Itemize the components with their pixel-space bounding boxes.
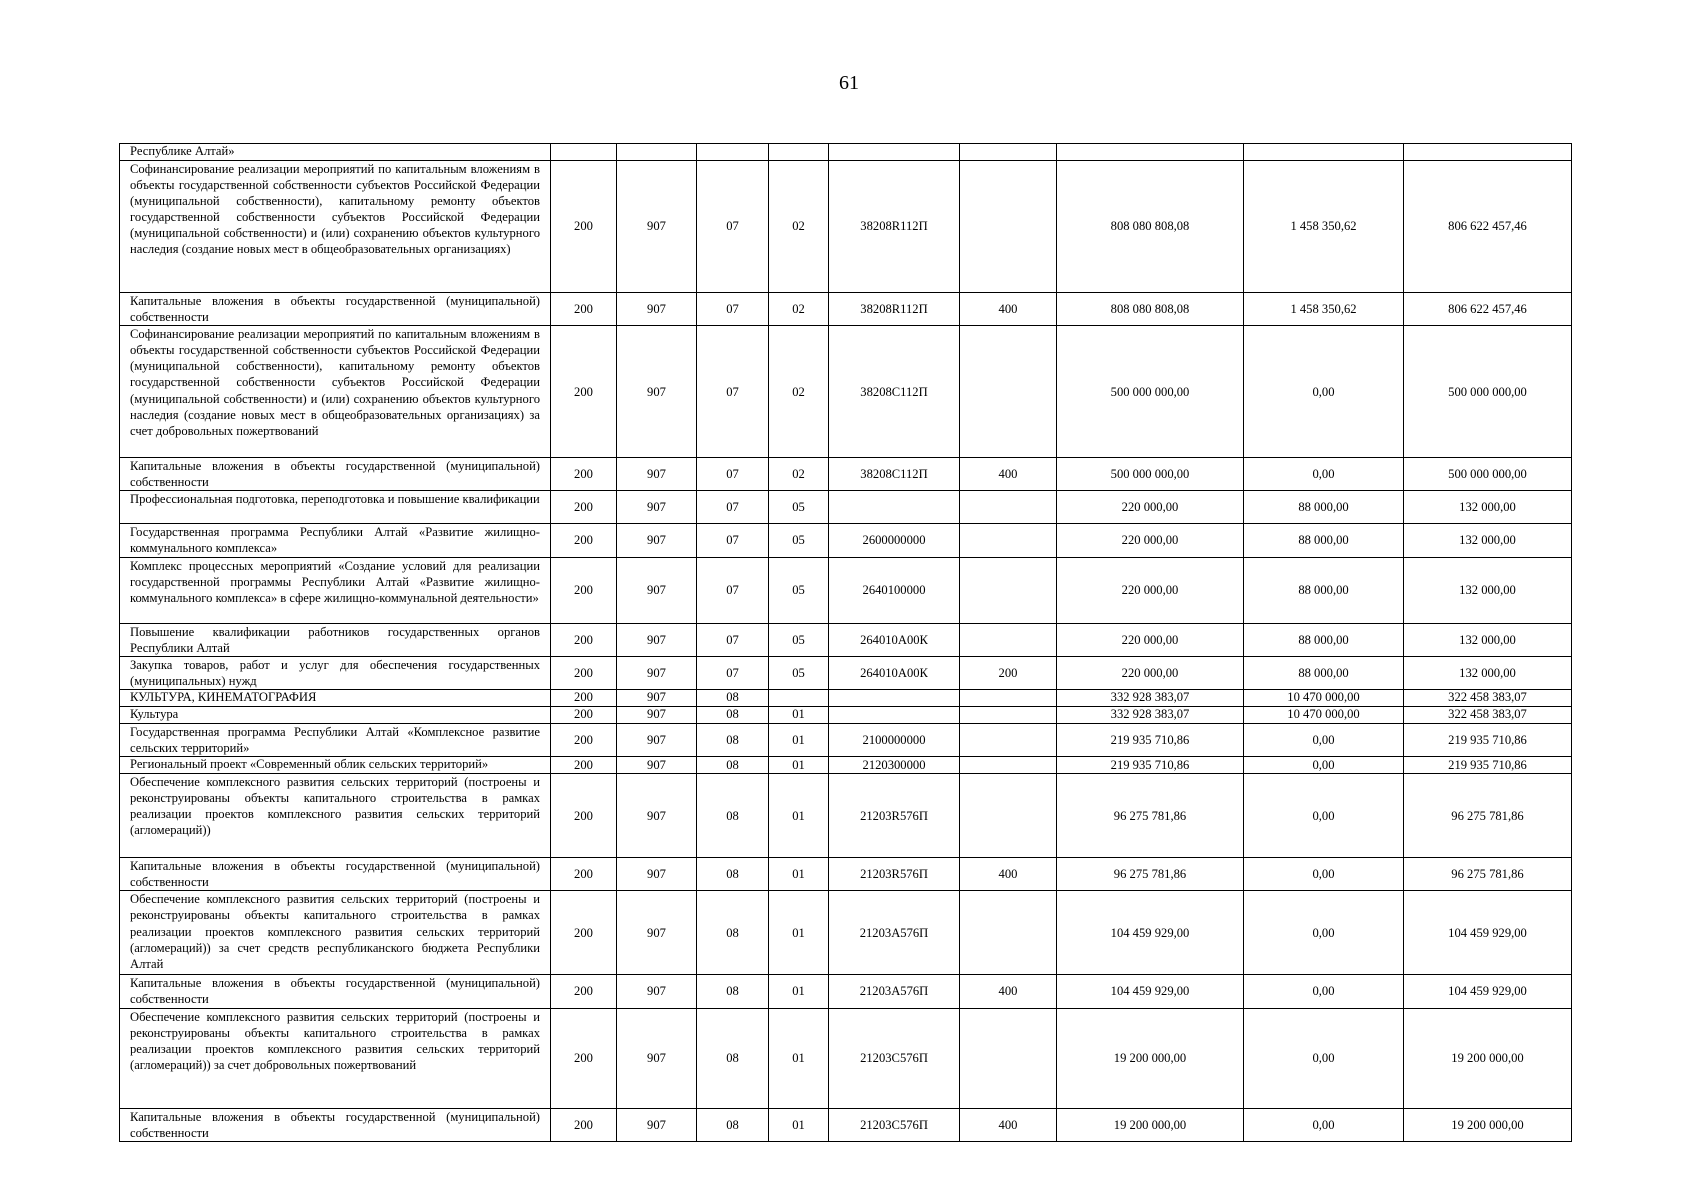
expense-type: 400 [960,975,1057,1008]
expense-type [960,1008,1057,1108]
row-name: Профессиональная подготовка, переподготовка и повышение квалификации [120,491,551,524]
table-row [120,326,1572,458]
table-row [120,975,1572,1008]
expense-type [960,757,1057,774]
amount-result [1404,144,1572,161]
target-article: 21203А576П [829,891,960,975]
admin-code [551,144,617,161]
admin-code: 200 [551,491,617,524]
expense-type: 400 [960,458,1057,491]
admin-code: 200 [551,623,617,656]
table-row [120,656,1572,689]
subsection-code: 01 [769,858,829,891]
target-article: 38208R112П [829,161,960,293]
admin-code: 200 [551,458,617,491]
table-row [120,623,1572,656]
admin-code: 200 [551,706,617,723]
amount-total: 19 200 000,00 [1057,1008,1244,1108]
amount-change: 88 000,00 [1244,623,1404,656]
amount-total: 500 000 000,00 [1057,458,1244,491]
admin-code: 200 [551,524,617,557]
amount-total: 219 935 710,86 [1057,723,1244,756]
admin-code: 200 [551,161,617,293]
amount-result: 104 459 929,00 [1404,975,1572,1008]
row-name: Государственная программа Республики Алтай «Комплексное развитие сельских территорий» [120,723,551,756]
ministry-code: 907 [617,293,697,326]
amount-change: 0,00 [1244,757,1404,774]
section-code: 08 [697,858,769,891]
subsection-code: 05 [769,491,829,524]
amount-change: 0,00 [1244,858,1404,891]
amount-change: 88 000,00 [1244,557,1404,623]
table-row [120,1008,1572,1108]
amount-change: 0,00 [1244,774,1404,858]
target-article: 21203R576П [829,858,960,891]
amount-result: 104 459 929,00 [1404,891,1572,975]
amount-result: 806 622 457,46 [1404,293,1572,326]
expense-type [960,774,1057,858]
amount-result: 96 275 781,86 [1404,774,1572,858]
row-name: Государственная программа Республики Алтай «Развитие жилищно-коммунального комплекса» [120,524,551,557]
row-name: Капитальные вложения в объекты государственной (муниципальной) собственности [120,975,551,1008]
table-row [120,491,1572,524]
amount-change: 0,00 [1244,723,1404,756]
row-name: Обеспечение комплексного развития сельских территорий (построены и реконструированы объекты капитального строительства в рамках реализации проектов комплексного развития сельских территорий (агломераций)) за счет средств республиканского бюджета Республики Алтай [120,891,551,975]
admin-code: 200 [551,975,617,1008]
row-name: Комплекс процессных мероприятий «Создание условий для реализации государственной программы Республики Алтай «Развитие жилищно-коммунального комплекса» в сфере жилищно-коммунальной деятельности» [120,557,551,623]
amount-change: 0,00 [1244,1008,1404,1108]
subsection-code: 02 [769,293,829,326]
expense-type: 400 [960,293,1057,326]
admin-code: 200 [551,326,617,458]
table-row [120,858,1572,891]
amount-result: 132 000,00 [1404,656,1572,689]
expense-type [960,491,1057,524]
table-row [120,161,1572,293]
target-article: 38208С112П [829,326,960,458]
admin-code: 200 [551,1108,617,1141]
row-name: Капитальные вложения в объекты государственной (муниципальной) собственности [120,458,551,491]
ministry-code: 907 [617,1008,697,1108]
row-name: Региональный проект «Современный облик сельских территорий» [120,757,551,774]
ministry-code: 907 [617,689,697,706]
amount-result: 500 000 000,00 [1404,458,1572,491]
admin-code: 200 [551,689,617,706]
row-name: Софинансирование реализации мероприятий по капитальным вложениям в объекты государственной собственности субъектов Российской Федерации (муниципальной собственности), капитальному ремонту объектов государственной собственности субъектов Российской Федерации (муниципальной собственности) и (или) сохранению объектов культурного наследия (создание новых мест в общеобразовательных организациях) [120,161,551,293]
amount-change: 88 000,00 [1244,524,1404,557]
target-article [829,144,960,161]
amount-change: 10 470 000,00 [1244,706,1404,723]
section-code: 07 [697,491,769,524]
amount-result: 500 000 000,00 [1404,326,1572,458]
target-article: 21203С576П [829,1108,960,1141]
target-article: 2100000000 [829,723,960,756]
page-number: 61 [839,72,859,94]
amount-result: 96 275 781,86 [1404,858,1572,891]
admin-code: 200 [551,656,617,689]
ministry-code: 907 [617,723,697,756]
expense-type [960,326,1057,458]
subsection-code: 01 [769,706,829,723]
table-row [120,723,1572,756]
target-article: 21203R576П [829,774,960,858]
subsection-code: 01 [769,1008,829,1108]
row-name: Обеспечение комплексного развития сельских территорий (построены и реконструированы объекты капитального строительства в рамках реализации проектов комплексного развития сельских территорий (агломераций)) за счет добровольных пожертвований [120,1008,551,1108]
ministry-code: 907 [617,891,697,975]
section-code: 08 [697,774,769,858]
amount-result: 132 000,00 [1404,491,1572,524]
amount-result: 322 458 383,07 [1404,689,1572,706]
amount-total: 332 928 383,07 [1057,689,1244,706]
amount-result: 132 000,00 [1404,524,1572,557]
expense-type: 200 [960,656,1057,689]
ministry-code: 907 [617,656,697,689]
subsection-code: 01 [769,757,829,774]
amount-change: 0,00 [1244,326,1404,458]
subsection-code: 01 [769,1108,829,1141]
target-article: 264010А00К [829,656,960,689]
row-name: Повышение квалификации работников государственных органов Республики Алтай [120,623,551,656]
subsection-code [769,144,829,161]
row-name: Закупка товаров, работ и услуг для обеспечения государственных (муниципальных) нужд [120,656,551,689]
table-row [120,557,1572,623]
amount-change: 88 000,00 [1244,491,1404,524]
ministry-code: 907 [617,757,697,774]
row-name: Республике Алтай» [120,144,551,161]
ministry-code: 907 [617,491,697,524]
amount-result: 132 000,00 [1404,623,1572,656]
target-article [829,706,960,723]
amount-change [1244,144,1404,161]
amount-change: 88 000,00 [1244,656,1404,689]
ministry-code: 907 [617,706,697,723]
ministry-code: 907 [617,161,697,293]
subsection-code: 02 [769,326,829,458]
section-code: 08 [697,1108,769,1141]
expense-type [960,706,1057,723]
amount-total: 220 000,00 [1057,491,1244,524]
amount-total: 332 928 383,07 [1057,706,1244,723]
ministry-code: 907 [617,975,697,1008]
row-name: Капитальные вложения в объекты государственной (муниципальной) собственности [120,1108,551,1141]
amount-total: 220 000,00 [1057,557,1244,623]
subsection-code: 02 [769,458,829,491]
amount-change: 0,00 [1244,891,1404,975]
admin-code: 200 [551,891,617,975]
row-name: Культура [120,706,551,723]
amount-result: 219 935 710,86 [1404,723,1572,756]
section-code: 08 [697,689,769,706]
ministry-code [617,144,697,161]
amount-total: 220 000,00 [1057,623,1244,656]
subsection-code [769,689,829,706]
target-article: 2640100000 [829,557,960,623]
subsection-code: 05 [769,524,829,557]
expense-type [960,723,1057,756]
subsection-code: 05 [769,656,829,689]
subsection-code: 01 [769,774,829,858]
amount-total: 96 275 781,86 [1057,858,1244,891]
amount-total: 19 200 000,00 [1057,1108,1244,1141]
expense-type [960,623,1057,656]
amount-total: 96 275 781,86 [1057,774,1244,858]
table-row [120,458,1572,491]
expense-type: 400 [960,1108,1057,1141]
expense-type [960,144,1057,161]
subsection-code: 01 [769,891,829,975]
expense-type [960,891,1057,975]
target-article: 38208R112П [829,293,960,326]
expense-type [960,524,1057,557]
section-code: 07 [697,458,769,491]
section-code: 07 [697,524,769,557]
table-row [120,891,1572,975]
row-name: Обеспечение комплексного развития сельских территорий (построены и реконструированы объекты капитального строительства в рамках реализации проектов комплексного развития сельских территорий (агломераций)) [120,774,551,858]
row-name: Капитальные вложения в объекты государственной (муниципальной) собственности [120,293,551,326]
subsection-code: 01 [769,975,829,1008]
table-body [120,144,1572,1142]
amount-total: 104 459 929,00 [1057,975,1244,1008]
section-code: 07 [697,623,769,656]
amount-total [1057,144,1244,161]
amount-result: 219 935 710,86 [1404,757,1572,774]
amount-result: 806 622 457,46 [1404,161,1572,293]
amount-total: 808 080 808,08 [1057,161,1244,293]
ministry-code: 907 [617,326,697,458]
ministry-code: 907 [617,623,697,656]
amount-result: 132 000,00 [1404,557,1572,623]
admin-code: 200 [551,293,617,326]
section-code: 07 [697,326,769,458]
row-name: Капитальные вложения в объекты государственной (муниципальной) собственности [120,858,551,891]
expense-type [960,689,1057,706]
section-code: 08 [697,757,769,774]
amount-change: 0,00 [1244,1108,1404,1141]
ministry-code: 907 [617,458,697,491]
section-code: 08 [697,1008,769,1108]
row-name: КУЛЬТУРА, КИНЕМАТОГРАФИЯ [120,689,551,706]
target-article: 38208С112П [829,458,960,491]
ministry-code: 907 [617,557,697,623]
subsection-code: 05 [769,557,829,623]
section-code: 08 [697,891,769,975]
section-code: 08 [697,723,769,756]
ministry-code: 907 [617,1108,697,1141]
subsection-code: 02 [769,161,829,293]
admin-code: 200 [551,858,617,891]
amount-change: 1 458 350,62 [1244,161,1404,293]
budget-table [119,143,1572,1142]
target-article: 21203С576П [829,1008,960,1108]
table-row [120,524,1572,557]
subsection-code: 05 [769,623,829,656]
section-code: 07 [697,161,769,293]
admin-code: 200 [551,723,617,756]
section-code [697,144,769,161]
amount-total: 104 459 929,00 [1057,891,1244,975]
admin-code: 200 [551,757,617,774]
table-row [120,144,1572,161]
amount-total: 220 000,00 [1057,524,1244,557]
section-code: 07 [697,557,769,623]
target-article: 2600000000 [829,524,960,557]
expense-type [960,557,1057,623]
target-article: 264010А00К [829,623,960,656]
ministry-code: 907 [617,858,697,891]
row-name: Софинансирование реализации мероприятий по капитальным вложениям в объекты государственной собственности субъектов Российской Федерации (муниципальной собственности), капитальному ремонту объектов государственной собственности субъектов Российской Федерации (муниципальной собственности) и (или) сохранению объектов культурного наследия (создание новых мест в общеобразовательных организациях) за счет добровольных пожертвований [120,326,551,458]
table-row [120,293,1572,326]
table-row [120,757,1572,774]
amount-change: 0,00 [1244,975,1404,1008]
amount-change: 1 458 350,62 [1244,293,1404,326]
admin-code: 200 [551,1008,617,1108]
amount-result: 322 458 383,07 [1404,706,1572,723]
target-article: 2120300000 [829,757,960,774]
section-code: 07 [697,293,769,326]
amount-total: 808 080 808,08 [1057,293,1244,326]
amount-total: 220 000,00 [1057,656,1244,689]
table-row [120,689,1572,706]
expense-type: 400 [960,858,1057,891]
amount-total: 219 935 710,86 [1057,757,1244,774]
amount-total: 500 000 000,00 [1057,326,1244,458]
expense-type [960,161,1057,293]
table-row [120,774,1572,858]
table-row [120,706,1572,723]
target-article [829,491,960,524]
amount-result: 19 200 000,00 [1404,1108,1572,1141]
amount-change: 0,00 [1244,458,1404,491]
section-code: 08 [697,975,769,1008]
amount-change: 10 470 000,00 [1244,689,1404,706]
target-article [829,689,960,706]
subsection-code: 01 [769,723,829,756]
amount-result: 19 200 000,00 [1404,1008,1572,1108]
admin-code: 200 [551,557,617,623]
section-code: 08 [697,706,769,723]
ministry-code: 907 [617,774,697,858]
table-row [120,1108,1572,1141]
ministry-code: 907 [617,524,697,557]
admin-code: 200 [551,774,617,858]
section-code: 07 [697,656,769,689]
target-article: 21203А576П [829,975,960,1008]
